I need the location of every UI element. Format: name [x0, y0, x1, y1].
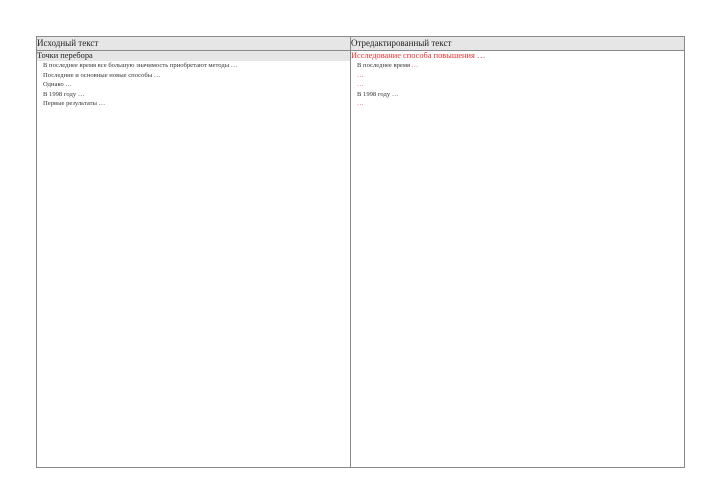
comparison-table: [36, 36, 685, 468]
highlighted-edit: …: [357, 81, 364, 88]
left-paragraph: В последнее время все большую значимость приобретают методы …: [43, 62, 238, 69]
highlighted-edit: …: [357, 71, 364, 79]
right-paragraph: [351, 91, 684, 100]
left-column-header: Исходный текст: [37, 37, 351, 51]
left-subheading: Точки перебора: [37, 51, 350, 61]
left-paragraph: Первые результаты …: [43, 100, 106, 107]
right-column-header: Отредактированный текст: [351, 37, 685, 51]
right-paragraph: [351, 62, 684, 71]
right-paragraph: [351, 72, 684, 81]
right-paragraph: [351, 100, 684, 109]
left-paragraph: В 1998 году …: [43, 90, 85, 98]
right-column-cell: [351, 51, 685, 468]
original-text: [37, 51, 350, 467]
right-subheading: Исследование способа повышения …: [351, 51, 486, 60]
highlighted-edit: …: [411, 62, 419, 69]
left-paragraph: Однако …: [43, 81, 72, 88]
left-paragraph: Последние и основные новые способы …: [43, 71, 161, 79]
edited-text: [351, 51, 684, 467]
text-run: В 1998 году …: [357, 90, 399, 98]
right-paragraph: [351, 81, 684, 90]
left-column-cell: [37, 51, 351, 468]
text-run: В последнее время: [357, 62, 412, 69]
highlighted-edit: …: [357, 100, 364, 107]
